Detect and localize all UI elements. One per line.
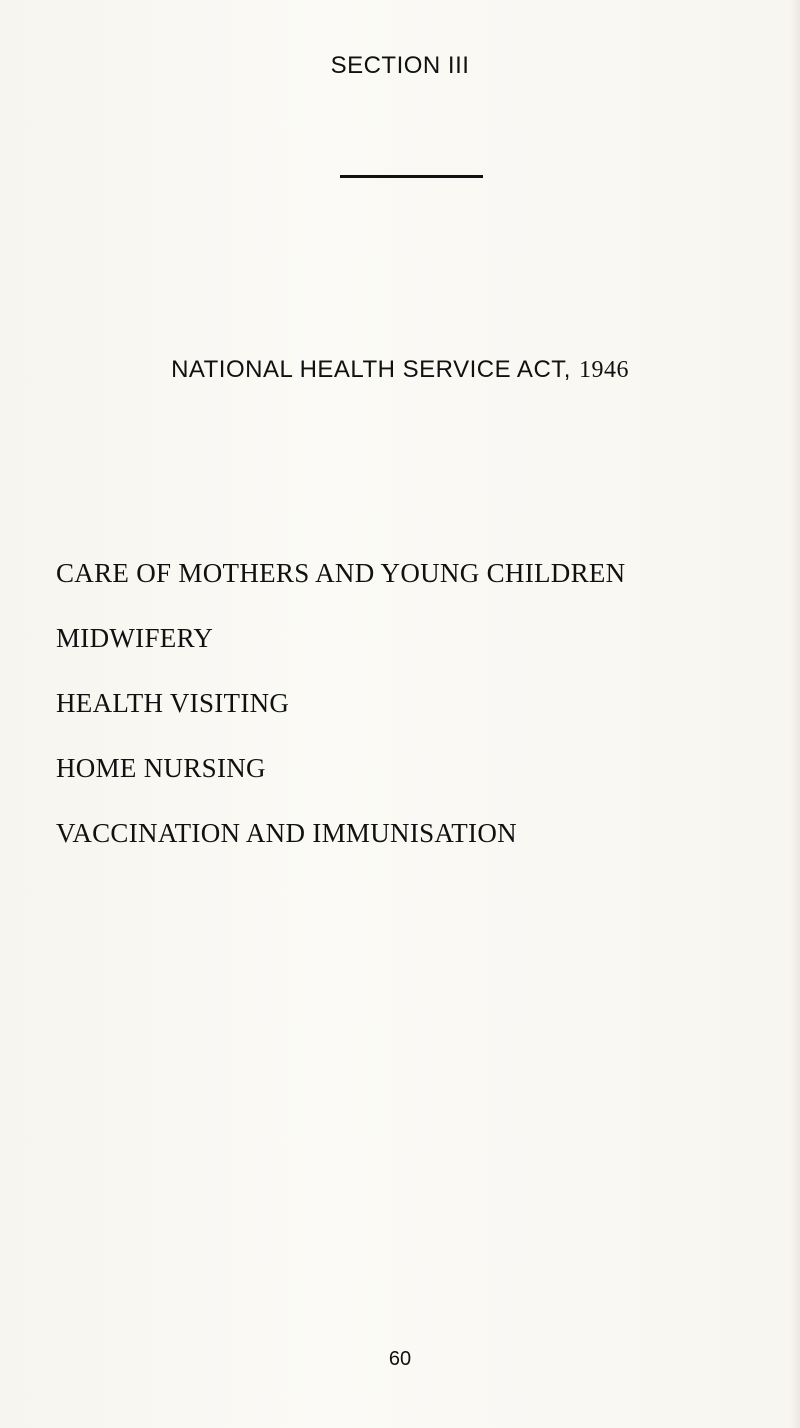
- section-divider-rule: [340, 175, 483, 178]
- topic-list: [56, 557, 625, 882]
- topic-health-visiting: HEALTH VISITING: [56, 688, 290, 718]
- act-year: 1946: [578, 357, 629, 383]
- act-title: [0, 356, 800, 384]
- topic-care-of-mothers: CARE OF MOTHERS AND YOUNG CHILDREN: [56, 558, 626, 588]
- topic-home-nursing: HOME NURSING: [56, 753, 266, 783]
- page-edge-shadow: [790, 0, 800, 1428]
- topic-midwifery: MIDWIFERY: [56, 623, 214, 653]
- section-heading: SECTION III: [330, 52, 470, 79]
- act-name: NATIONAL HEALTH SERVICE ACT,: [171, 356, 571, 383]
- page-number: 60: [388, 1348, 412, 1370]
- topic-vaccination: VACCINATION AND IMMUNISATION: [56, 818, 517, 848]
